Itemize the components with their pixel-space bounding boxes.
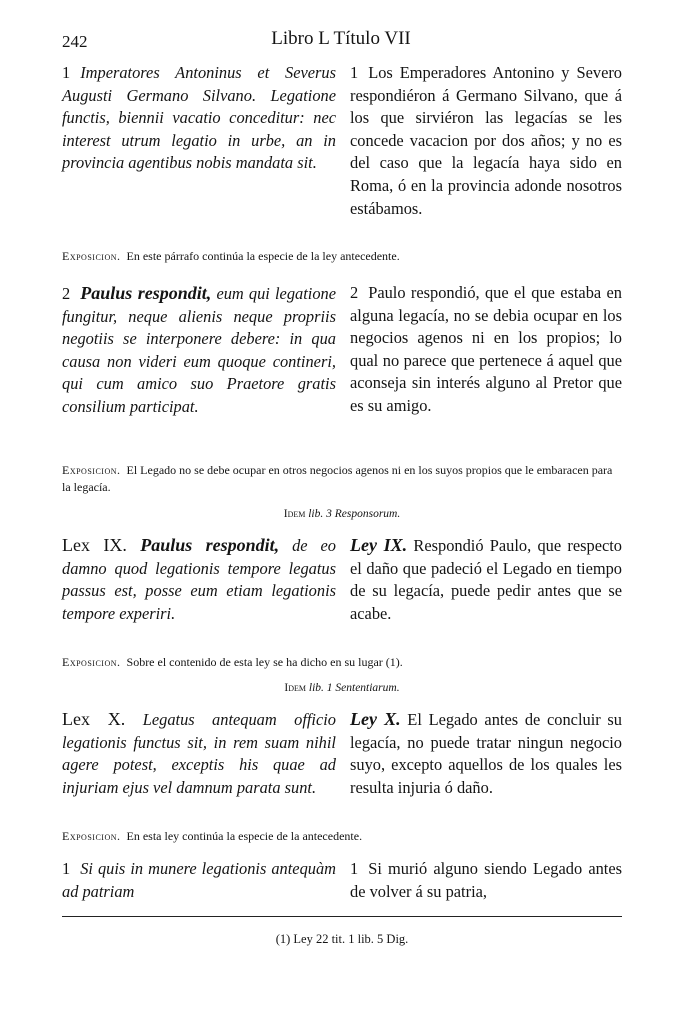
latin-text-1: 1 Imperatores Antoninus et Severus Augusti Germano Silvano. Legatione functis, biennii vacatio conceditur: nec interest utrum legatio in urbe, an in provincia agentibus nobis mandata sit. [62,63,336,173]
footnote: (1) Ley 22 tit. 1 lib. 5 Dig. [275,932,409,946]
source-reference-1: Idem lib. 3 Responsorum. [283,508,401,520]
spanish-ley-x: Ley X. El Legado antes de concluir su legacía, no puede tratar ningun negocio suyo, excepto aquellos de los quales les resulta injuria ó daño. [350,709,622,797]
running-head: Libro L Título VII [271,28,411,49]
latin-text-2: 2 Paulus respondit, eum qui legatione fungitur, neque alienis neque propriis negotiis se interponere debere: in qua causa non videri eum quoque contineri, qui cum amico suo Praetore gratis consilium participat. [62,283,336,416]
page-header [62,28,620,56]
spanish-text-2: 2 Paulo respondió, que el que estaba en alguna legacía, no se debia ocupar en los negocios agenos ni en los propios; lo qual no parece que pertenece á aquel que aconseja sin interés alguno al Pretor que es su amigo. [350,283,622,415]
latin-lex-x: Lex X. Legatus antequam officio legationis functus sit, in rem suam nihil agere potest, exceptis his quae ad injuriam ejus vel damnum parata sunt. [62,709,336,797]
latin-text-5: 1 Si quis in munere legationis antequàm ad patriam [62,859,336,901]
spanish-ley-ix: Ley IX. Respondió Paulo, que respecto el daño que padeció el Legado en tiempo de su legacía, puede pedir antes que se acabe. [350,535,623,623]
spanish-text-5: 1 Si murió alguno siendo Legado antes de volver á su patria, [350,859,622,901]
page-number: 242 [62,32,88,51]
exposicion-2: Exposicion. El Legado no se debe ocupar en otros negocios agenos ni en los suyos propios que le embaracen para la legacía. [62,463,613,494]
exposicion-3: Exposicion. Sobre el contenido de esta ley se ha dicho en su lugar (1). [62,655,403,669]
source-reference-2: Idem lib. 1 Sententiarum. [284,682,400,694]
exposicion-4: Exposicion. En esta ley continúa la especie de la antecedente. [62,829,363,843]
spanish-text-1: 1 Los Emperadores Antonino y Severo respondiéron á Germano Silvano, que á los que sirviéron las legacías se les concede vacacion por dos años; y no es del caso que la legacía haya sido en Roma, ó en la provincia adonde nosotros estábamos. [350,63,622,218]
footnote-divider [62,916,622,917]
latin-lex-ix: Lex IX. Paulus respondit, de eo damno quod legationis tempore legatus passus est, posse eum etiam legationis tempore experiri. [62,535,336,623]
exposicion-1: Exposicion. En este párrafo continúa la especie de la ley antecedente. [62,249,400,263]
